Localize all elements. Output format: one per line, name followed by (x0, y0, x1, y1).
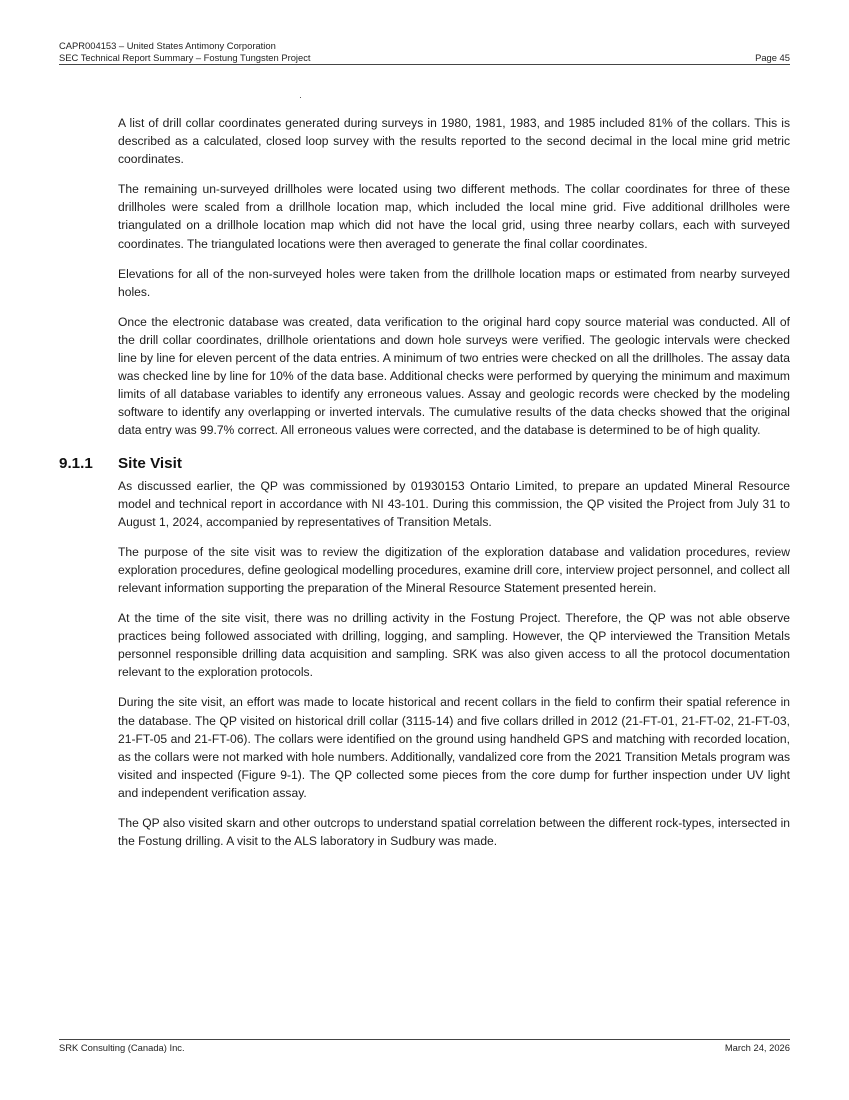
header-divider (59, 64, 790, 65)
body-paragraph: The remaining un-surveyed drillholes were located using two different methods. The collar coordinates for three of these drillholes were scaled from a drillhole location map, which included the local mine grid. Five additional drillholes were triangulated on a drillhole location map which did not have the local grid, using three nearby collars, each with surveyed coordinates. The triangulated locations were then averaged to generate the final collar coordinates. (118, 182, 790, 251)
body-paragraph: Once the electronic database was created, data verification to the original hard copy source material was conducted. All of the drill collar coordinates, drillhole orientations and down hole surveys were verified. The geologic intervals were checked line by line for eleven percent of the data entries. A minimum of two entries were checked on all the drillholes. The assay data was checked line by line for 10% of the data base. Additional checks were performed by querying the minimum and maximum limits of all database variables to identify any erroneous values. Assay and geologic records were checked by the modeling software to identify any overlapping or inverted intervals. The cumulative results of the data checks showed that the original data entry was 99.7% correct. All erroneous values were corrected, and the database is determined to be of high quality. (118, 314, 790, 438)
header-page-number: Page 45 (755, 52, 790, 63)
body-paragraph: The QP also visited skarn and other outcrops to understand spatial correlation between the different rock-types, intersected in the Fostung drilling. A visit to the ALS laboratory in Sudbury was made. (118, 816, 790, 849)
body-paragraph: As discussed earlier, the QP was commissioned by 01930153 Ontario Limited, to prepare an updated Mineral Resource model and technical report in accordance with NI 43-101. During this commission, the QP visited the Project from July 31 to August 1, 2024, accompanied by representatives of Transition Metals. (118, 478, 790, 529)
stray-mark (300, 97, 301, 98)
page-footer (59, 1042, 790, 1054)
section-heading (59, 455, 790, 472)
section-title: Site Visit (118, 454, 182, 472)
footer-divider (59, 1039, 790, 1040)
body-paragraph: During the site visit, an effort was made to locate historical and recent collars in the field to confirm their spatial reference in the database. The QP visited on historical drill collar (3115-14) and five collars drilled in 2012 (21-FT-01, 21-FT-02, 21-FT-03, 21-FT-05 and 21-FT-06). The collars were identified on the ground using handheld GPS and matching with recorded location, as the collars were not marked with hole numbers. Additionally, vandalized core from the 2021 Transition Metals program was visited and inspected (Figure 9-1). The QP collected some pieces from the core dump for further inspection under UV light and independent verification assay. (118, 695, 790, 800)
header-report-id: CAPR004153 – United States Antimony Corporation (59, 40, 276, 51)
body-paragraph: Elevations for all of the non-surveyed holes were taken from the drillhole location maps or estimated from nearby surveyed holes. (118, 266, 790, 299)
body-paragraph: The purpose of the site visit was to review the digitization of the exploration database and validation procedures, review exploration procedures, define geological modelling procedures, examine drill core, interview project personnel, and collect all relevant information supporting the preparation of the Mineral Resource Statement presented herein. (118, 544, 790, 595)
footer-date: March 24, 2026 (724, 1042, 790, 1053)
body-paragraph: At the time of the site visit, there was no drilling activity in the Fostung Project. Therefore, the QP was not able observe practices being followed associated with drilling, logging, and sampling. However, the QP interviewed the Transition Metals personnel responsible drilling data acquisition and sampling. SRK was also given access to all the protocol documentation relevant to the exploration protocols. (118, 611, 790, 680)
page-header (59, 40, 790, 64)
header-report-title: SEC Technical Report Summary – Fostung Tungsten Project (59, 52, 311, 63)
page-body (59, 114, 790, 862)
section-number: 9.1.1 (59, 454, 93, 472)
footer-company: SRK Consulting (Canada) Inc. (59, 1042, 185, 1053)
body-paragraph: A list of drill collar coordinates generated during surveys in 1980, 1981, 1983, and 1985 included 81% of the collars. This is described as a calculated, closed loop survey with the results reported to the second decimal in the local mine grid metric coordinates. (118, 116, 790, 167)
